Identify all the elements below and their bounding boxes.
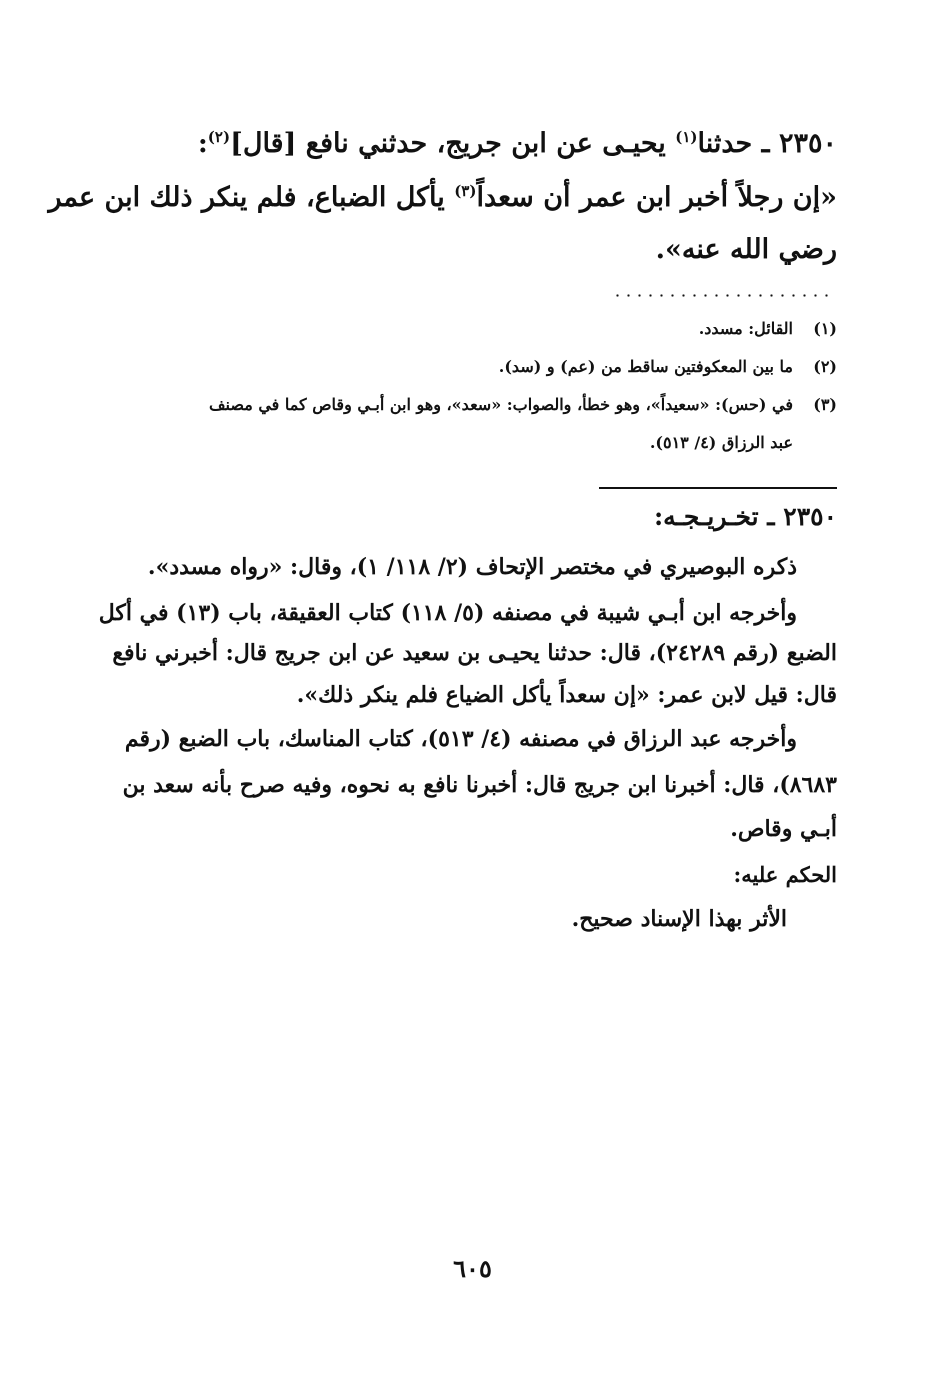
footnote-ref-3: (٣)	[454, 182, 477, 200]
page-number: ٦٠٥	[453, 1254, 492, 1283]
hadith-line-1	[198, 118, 837, 170]
footnote-ref-1: (١)	[675, 128, 698, 146]
hadith-text: يأكل الضباع، فلم ينكر ذلك ابن عمر	[48, 182, 445, 213]
takhrij-line: ٨٦٨٣)، قال: أخبرنا ابن جريج قال: أخبرنا نافع به نحوه، وفيه صرح بأنه سعد بن	[122, 772, 837, 798]
footnote-text: ما بين المعكوفتين ساقط من (عم) و (سد).	[498, 357, 793, 376]
takhrij-heading: ٢٣٥٠ ـ تخـريـجـه:	[653, 502, 837, 531]
hukm-heading: الحكم عليه:	[733, 862, 837, 887]
footnote-ref-2: (٢)	[207, 128, 231, 146]
footnote-number: (٣)	[813, 395, 837, 414]
footnote-3	[209, 386, 837, 424]
hukm-text: الأثر بهذا الإسناد صحيح.	[571, 906, 787, 932]
footnote-3-continuation	[650, 424, 837, 462]
hadith-line-2	[49, 172, 837, 224]
hadith-text: رضي الله عنه».	[655, 234, 837, 265]
footnote-1	[699, 310, 837, 348]
takhrij-line: ذكره البوصيري في مختصر الإتحاف (٢/ ١١٨/ ١)، وقال: «رواه مسدد».	[147, 554, 797, 580]
section-rule	[599, 487, 837, 489]
footnote-2	[499, 348, 837, 386]
hadith-text: يحيـى عن ابن جريج، حدثني نافع [قال]	[230, 128, 666, 159]
hadith-text: :	[197, 128, 208, 159]
footnote-number: (١)	[813, 319, 837, 338]
hadith-line-3	[656, 224, 837, 276]
footnote-number: (٢)	[813, 357, 837, 376]
footnote-text: عبد الرزاق (٤/ ٥١٣).	[649, 433, 793, 452]
takhrij-line: الضبع (رقم ٢٤٢٨٩)، قال: حدثنا يحيـى بن سعيد عن ابن جريج قال: أخبرني نافع	[112, 640, 837, 666]
takhrij-line: وأخرجه عبد الرزاق في مصنفه (٤/ ٥١٣)، كتاب المناسك، باب الضبع (رقم	[124, 726, 797, 752]
takhrij-line: وأخرجه ابن أبـي شيبة في مصنفه (٥/ ١١٨) كتاب العقيقة، باب (١٣) في أكل	[98, 600, 797, 626]
hadith-text: حدثنا	[697, 128, 753, 159]
footnote-text: القائل: مسدد.	[698, 319, 793, 338]
footnote-text: في (حس): «سعيداً»، وهو خطأ، والصواب: «سعد»، وهو ابن أبـي وقاص كما في مصنف	[208, 395, 793, 414]
footnote-separator	[612, 294, 832, 297]
hadith-number: ٢٣٥٠	[778, 128, 837, 159]
takhrij-line: قال: قيل لابن عمر: «إن سعداً يأكل الضياع فلم ينكر ذلك».	[296, 682, 837, 708]
takhrij-line: أبـي وقاص.	[730, 816, 837, 842]
hadith-dash: ـ	[761, 128, 770, 159]
hadith-text: «إن رجلاً أخبر ابن عمر أن سعداً	[476, 182, 837, 213]
